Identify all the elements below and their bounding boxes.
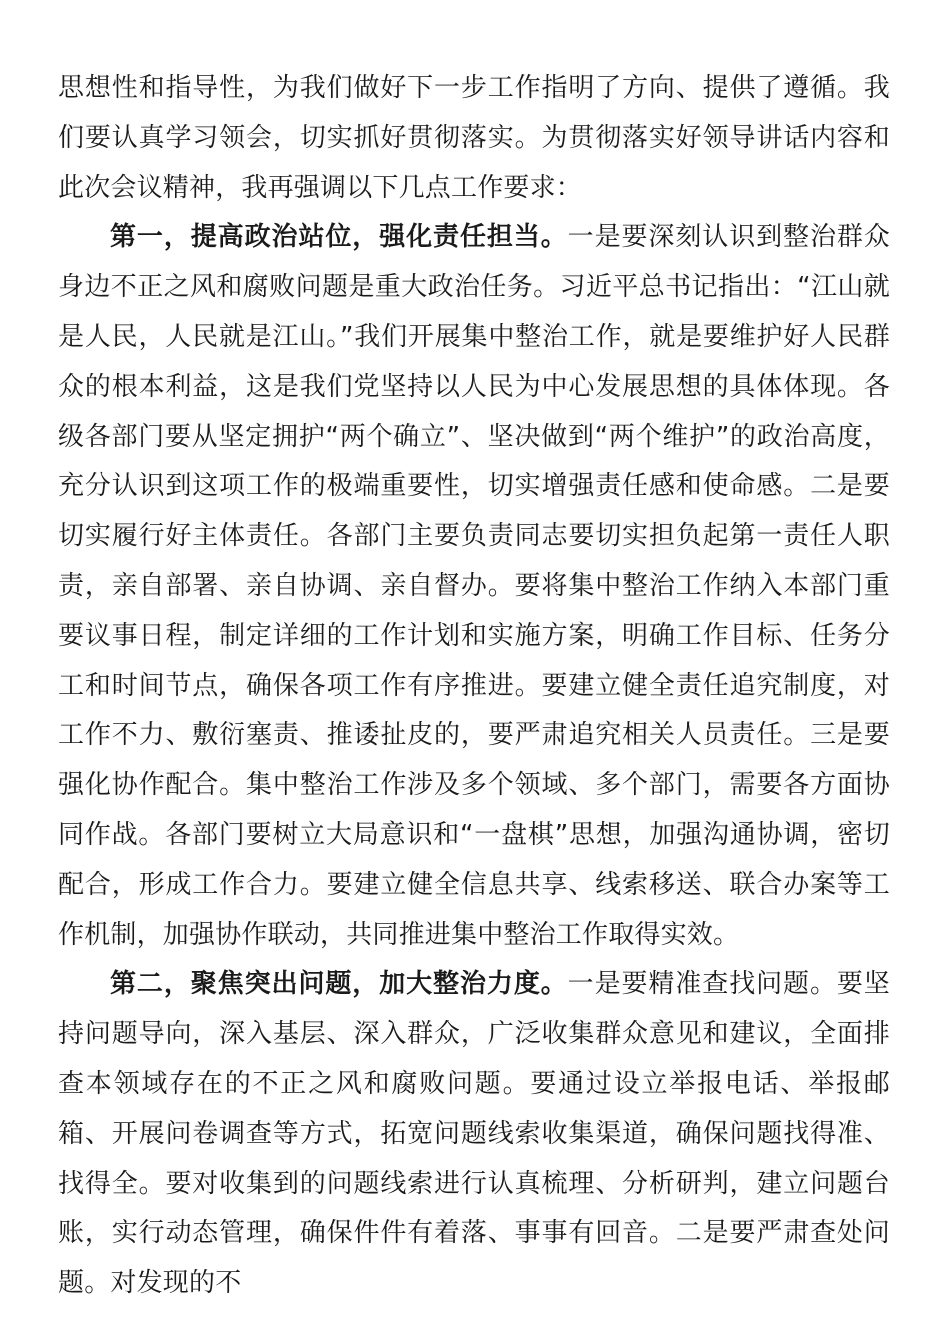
paragraph-text: 一是要精准查找问题。要坚持问题导向，深入基层、深入群众，广泛收集群众意见和建议，全面排查本领域存在的不正之风和腐败问题。要通过设立举报电话、举报邮箱、开展问卷调查等方式，拓宽问题线索收集渠道，确保问题找得准、找得全。要对收集到的问题线索进行认真梳理、分析研判，建立问题台账，实行动态管理，确保件件有着落、事事有回音。二是要严肃查处问题。对发现的不 xyxy=(58,969,891,1299)
paragraph-text: 一是要深刻认识到整治群众身边不正之风和腐败问题是重大政治任务。习近平总书记指出：“江山就是人民，人民就是江山。”我们开展集中整治工作，就是要维护好人民群众的根本利益，这是我们党坚持以人民为中心发展思想的具体体现。各级各部门要从坚定拥护“两个确立”、坚决做到“两个维护”的政治高度，充分认识到这项工作的极端重要性，切实增强责任感和使命感。二是要切实履行好主体责任。各部门主要负责同志要切实担负起第一责任人职责，亲自部署、亲自协调、亲自督办。要将集中整治工作纳入本部门重要议事日程，制定详细的工作计划和实施方案，明确工作目标、任务分工和时间节点，确保各项工作有序推进。要建立健全责任追究制度，对工作不力、敷衍塞责、推诿扯皮的，要严肃追究相关人员责任。三是要强化协作配合。集中整治工作涉及多个领域、多个部门，需要各方面协同作战。各部门要树立大局意识和“一盘棋”思想，加强沟通协调，密切配合，形成工作合力。要建立健全信息共享、线索移送、联合办案等工作机制，加强协作联动，共同推进集中整治工作取得实效。 xyxy=(58,222,891,950)
section-heading-second: 第二，聚焦突出问题，加大整治力度。 xyxy=(110,969,568,1000)
paragraph-first-point xyxy=(58,213,890,960)
document-page xyxy=(58,64,890,1309)
paragraph-text: 思想性和指导性，为我们做好下一步工作指明了方向、提供了遵循。我们要认真学习领会，切实抓好贯彻落实。为贯彻落实好领导讲话内容和此次会议精神，我再强调以下几点工作要求： xyxy=(58,73,890,203)
paragraph-second-point xyxy=(58,960,890,1309)
paragraph-intro xyxy=(58,64,890,213)
section-heading-first: 第一，提高政治站位，强化责任担当。 xyxy=(110,222,568,253)
